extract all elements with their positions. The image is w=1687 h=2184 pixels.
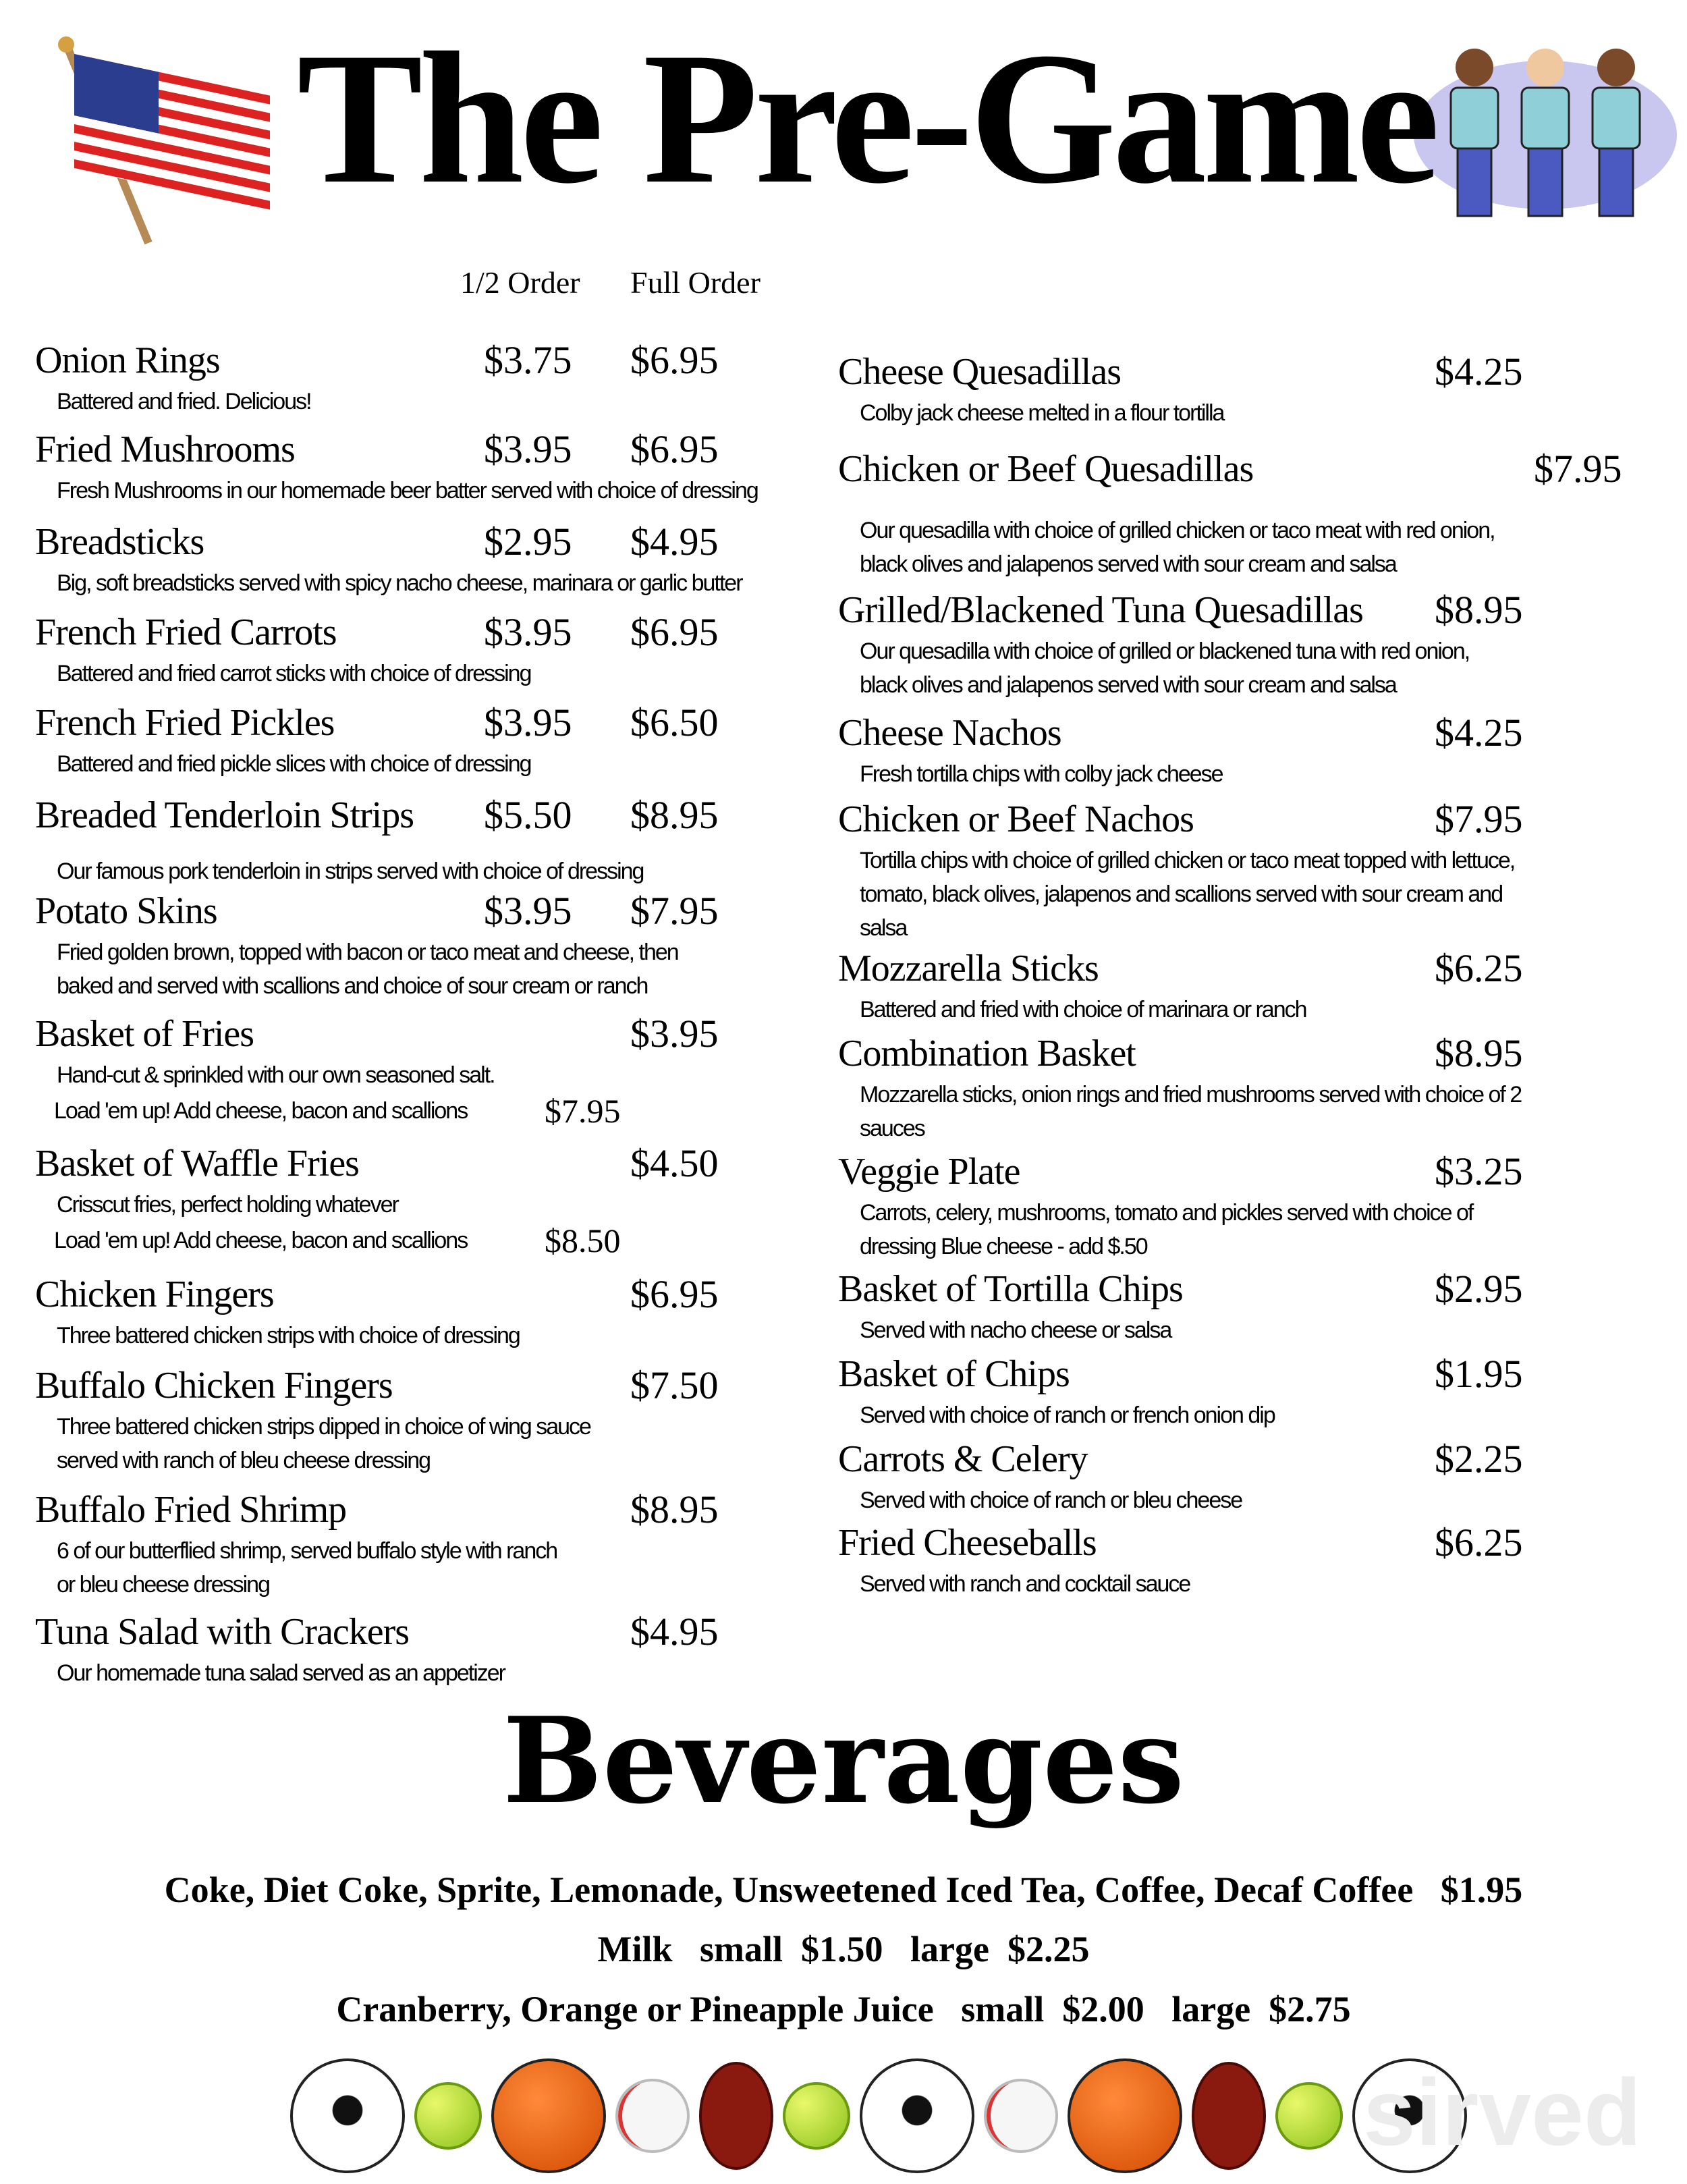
item-name: Breadsticks xyxy=(35,521,204,563)
full-order-price: $6.95 xyxy=(630,338,719,382)
soccer-ball-icon xyxy=(290,2058,405,2173)
item-description: Our quesadilla with choice of grilled or blackened tuna with red onion, xyxy=(860,638,1470,664)
item-description: Big, soft breadsticks served with spicy nacho cheese, marinara or garlic butter xyxy=(57,570,742,596)
tennis-ball-icon xyxy=(1275,2082,1343,2150)
half-order-price: $3.95 xyxy=(484,610,572,654)
item-description: black olives and jalapenos served with sour cream and salsa xyxy=(860,672,1396,698)
half-order-price: $3.95 xyxy=(484,427,572,471)
item-description: Battered and fried pickle slices with choice of dressing xyxy=(57,751,531,777)
menu-item xyxy=(838,586,1523,702)
item-description: Three battered chicken strips dipped in choice of wing sauce xyxy=(57,1414,590,1440)
item-name: Combination Basket xyxy=(838,1033,1136,1074)
half-order-price: $3.75 xyxy=(484,338,572,382)
menu-item xyxy=(838,348,1523,430)
full-order-price: $6.50 xyxy=(630,701,719,744)
menu-item xyxy=(35,791,719,888)
full-order-price: $6.95 xyxy=(630,427,719,471)
item-name: Chicken or Beef Nachos xyxy=(838,798,1194,840)
load-option-price: $7.95 xyxy=(545,1092,621,1130)
menu-item xyxy=(35,1139,719,1259)
item-description: Served with choice of ranch or french onion dip xyxy=(860,1402,1275,1428)
item-description: Our famous pork tenderloin in strips served with choice of dressing xyxy=(57,858,644,884)
item-description: Carrots, celery, mushrooms, tomato and pickles served with choice of xyxy=(860,1200,1473,1226)
sirved-watermark: sirved xyxy=(1363,2059,1642,2165)
full-order-price: $4.95 xyxy=(630,1610,719,1654)
item-name: Fried Mushrooms xyxy=(35,429,295,470)
item-description: Tortilla chips with choice of grilled chicken or taco meat topped with lettuce, xyxy=(860,848,1515,873)
item-price: $3.25 xyxy=(1435,1149,1523,1193)
item-description: Hand-cut & sprinkled with our own seasoned salt. xyxy=(57,1062,495,1088)
item-name: Grilled/Blackened Tuna Quesadillas xyxy=(838,589,1363,631)
full-order-price: $6.95 xyxy=(630,1272,719,1316)
item-description: Crisscut fries, perfect holding whatever xyxy=(57,1192,398,1218)
menu-item xyxy=(838,944,1523,1027)
item-price: $2.95 xyxy=(1435,1267,1523,1311)
item-name: Buffalo Chicken Fingers xyxy=(35,1365,393,1407)
menu-item xyxy=(838,795,1523,945)
menu-item xyxy=(838,1265,1523,1347)
full-order-price: $8.95 xyxy=(630,793,719,837)
item-description: Served with choice of ranch or bleu cheese xyxy=(860,1487,1242,1513)
menu-item xyxy=(838,445,1622,581)
beverage-line-sodas: Coke, Diet Coke, Sprite, Lemonade, Unsweetened Iced Tea, Coffee, Decaf Coffee $1.95 xyxy=(164,1869,1523,1910)
item-description: Fresh tortilla chips with colby jack cheese xyxy=(860,761,1223,787)
item-description: Mozzarella sticks, onion rings and fried mushrooms served with choice of 2 xyxy=(860,1082,1522,1108)
item-price: $7.95 xyxy=(1435,797,1523,841)
item-description: Fried golden brown, topped with bacon or taco meat and cheese, then xyxy=(57,939,678,965)
item-price: $7.95 xyxy=(1534,447,1622,491)
full-order-price: $8.95 xyxy=(630,1487,719,1531)
item-name: French Fried Carrots xyxy=(35,611,337,653)
menu-item xyxy=(838,1147,1523,1263)
item-description: Our quesadilla with choice of grilled chicken or taco meat with red onion, xyxy=(860,518,1495,543)
menu-item xyxy=(35,518,742,600)
full-order-price: $4.95 xyxy=(630,520,719,564)
item-name: Fried Cheeseballs xyxy=(838,1522,1097,1564)
half-order-price: $3.95 xyxy=(484,889,572,933)
load-option-text: Load 'em up! Add cheese, bacon and scallions xyxy=(54,1228,468,1253)
item-description: Battered and fried with choice of marinara or ranch xyxy=(860,997,1306,1022)
item-name: Chicken or Beef Quesadillas xyxy=(838,448,1254,490)
menu-item xyxy=(35,1361,719,1477)
item-description: served with ranch of bleu cheese dressing xyxy=(57,1448,431,1473)
item-description: Three battered chicken strips with choice of dressing xyxy=(57,1323,520,1348)
item-name: Carrots & Celery xyxy=(838,1438,1088,1480)
item-name: Basket of Fries xyxy=(35,1013,254,1055)
load-option-price: $8.50 xyxy=(545,1222,621,1259)
item-description: Our homemade tuna salad served as an appetizer xyxy=(57,1660,505,1686)
football-players-icon xyxy=(1410,27,1680,236)
item-name: Tuna Salad with Crackers xyxy=(35,1611,410,1653)
item-name: Veggie Plate xyxy=(838,1151,1020,1193)
load-em-up-option xyxy=(35,1092,621,1130)
beverage-line-milk: Milk small $1.50 large $2.25 xyxy=(597,1929,1090,1969)
item-description: tomato, black olives, jalapenos and scallions served with sour cream and xyxy=(860,881,1503,907)
soccer-ball-icon xyxy=(860,2058,974,2173)
item-name: Chicken Fingers xyxy=(35,1274,274,1315)
basketball-ball-icon xyxy=(1068,2058,1182,2173)
item-description: dressing Blue cheese - add $.50 xyxy=(860,1234,1147,1259)
beverage-line-juice: Cranberry, Orange or Pineapple Juice small $2.00 large $2.75 xyxy=(336,1989,1351,2029)
full-order-price: $7.95 xyxy=(630,889,719,933)
menu-item xyxy=(35,425,758,508)
item-description: Served with ranch and cocktail sauce xyxy=(860,1571,1190,1597)
tennis-ball-icon xyxy=(414,2082,482,2150)
menu-item xyxy=(35,1270,719,1353)
half-order-price: $3.95 xyxy=(484,701,572,744)
page-title: The Pre-Game xyxy=(297,13,1436,223)
item-price: $8.95 xyxy=(1435,588,1523,632)
full-order-price: $7.50 xyxy=(630,1363,719,1407)
item-price: $2.25 xyxy=(1435,1437,1523,1481)
spacer xyxy=(35,840,643,854)
football-ball-icon xyxy=(1192,2062,1266,2170)
item-description: or bleu cheese dressing xyxy=(57,1572,270,1598)
item-name: Basket of Tortilla Chips xyxy=(838,1268,1183,1310)
half-order-header: 1/2 Order xyxy=(460,265,580,300)
football-ball-icon xyxy=(699,2062,773,2170)
full-order-price: $4.50 xyxy=(630,1141,719,1185)
item-description: Served with nacho cheese or salsa xyxy=(860,1317,1171,1343)
american-flag-icon xyxy=(54,27,283,250)
load-em-up-option xyxy=(35,1222,621,1259)
item-name: Onion Rings xyxy=(35,339,220,381)
item-description: black olives and jalapenos served with sour cream and salsa xyxy=(860,551,1396,577)
item-price: $8.95 xyxy=(1435,1031,1523,1075)
item-name: Breaded Tenderloin Strips xyxy=(35,794,414,836)
item-name: Basket of Chips xyxy=(838,1353,1070,1395)
menu-item xyxy=(35,699,719,781)
baseball-ball-icon xyxy=(615,2079,690,2153)
item-name: French Fried Pickles xyxy=(35,702,335,744)
item-description: Fresh Mushrooms in our homemade beer batter served with choice of dressing xyxy=(57,478,758,503)
item-name: Potato Skins xyxy=(35,890,217,932)
menu-item xyxy=(838,1350,1523,1432)
spacer xyxy=(838,493,1495,514)
item-price: $6.25 xyxy=(1435,946,1523,990)
full-order-price: $6.95 xyxy=(630,610,719,654)
sports-balls-border xyxy=(290,2058,1467,2173)
item-price: $1.95 xyxy=(1435,1352,1523,1396)
item-description: salsa xyxy=(860,915,907,941)
load-option-text: Load 'em up! Add cheese, bacon and scallions xyxy=(54,1098,468,1124)
baseball-ball-icon xyxy=(984,2079,1058,2153)
beverages-heading: Beverages xyxy=(502,1692,1185,1830)
item-description: sauces xyxy=(860,1116,924,1141)
menu-item xyxy=(35,336,719,418)
item-name: Basket of Waffle Fries xyxy=(35,1143,359,1184)
item-price: $6.25 xyxy=(1435,1521,1523,1564)
menu-item xyxy=(35,608,719,690)
item-name: Cheese Quesadillas xyxy=(838,351,1121,393)
item-name: Buffalo Fried Shrimp xyxy=(35,1489,347,1531)
item-name: Cheese Nachos xyxy=(838,712,1061,754)
menu-item xyxy=(35,1485,719,1602)
tennis-ball-icon xyxy=(783,2082,850,2150)
item-description: Colby jack cheese melted in a flour tortilla xyxy=(860,400,1224,426)
menu-item xyxy=(838,709,1523,791)
full-order-header: Full Order xyxy=(630,265,760,300)
menu-item xyxy=(838,1435,1523,1517)
item-price: $4.25 xyxy=(1435,350,1523,393)
menu-item xyxy=(35,1608,719,1690)
menu-item xyxy=(35,1010,719,1130)
item-description: 6 of our butterflied shrimp, served buffalo style with ranch xyxy=(57,1538,557,1564)
item-name: Mozzarella Sticks xyxy=(838,948,1099,989)
half-order-price: $2.95 xyxy=(484,520,572,564)
half-order-price: $5.50 xyxy=(484,793,572,837)
item-description: Battered and fried carrot sticks with choice of dressing xyxy=(57,661,531,686)
menu-item xyxy=(838,1029,1521,1145)
menu-item xyxy=(35,887,719,1003)
item-description: baked and served with scallions and choice of sour cream or ranch xyxy=(57,973,648,999)
full-order-price: $3.95 xyxy=(630,1012,719,1056)
basketball-ball-icon xyxy=(491,2058,606,2173)
item-price: $4.25 xyxy=(1435,711,1523,755)
item-description: Battered and fried. Delicious! xyxy=(57,389,311,414)
menu-item xyxy=(838,1519,1523,1601)
